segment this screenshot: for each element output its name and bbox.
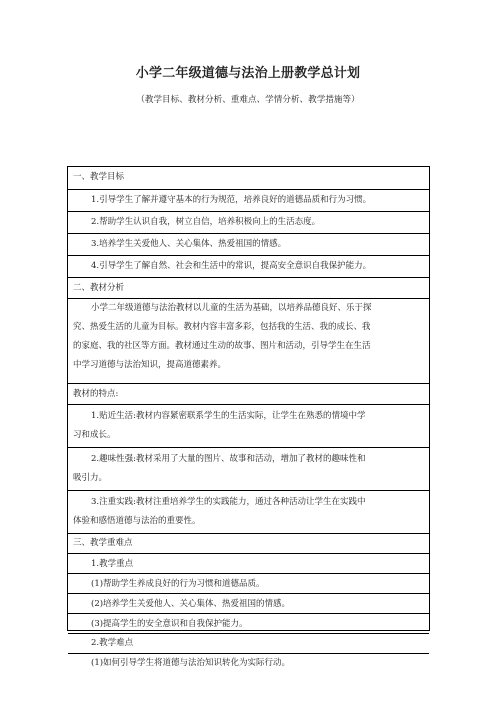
key-point-row [68, 593, 429, 613]
feature-item-line: 1.贴近生活:教材内容紧密联系学生的生活实际，让学生在熟悉的情境中学 [91, 411, 366, 421]
feature-item-line: 吸引力。 [73, 473, 108, 483]
goal-item: 3.培养学生关爱他人、关心集体、热爱祖国的情感。 [91, 239, 287, 249]
features-heading-row [68, 383, 429, 404]
section-heading-teaching-goals: 一、教学目标 [73, 172, 125, 182]
feature-row [68, 404, 429, 447]
document-subtitle: （教学目标、教材分析、重难点、学情分析、教学措施等） [136, 95, 360, 105]
goal-item: 4.引导学生了解自然、社会和生活中的常识，提高安全意识自我保护能力。 [91, 261, 372, 271]
feature-item-line: 2.趣味性强:教材采用了大量的图片、故事和活动，增加了教材的趣味性和 [91, 454, 366, 464]
difficulty-item: (1)如何引导学生将道德与法治知识转化为实际行动。 [91, 658, 291, 668]
section-row [68, 533, 429, 553]
feature-row [68, 490, 429, 533]
key-point-row [68, 613, 429, 633]
key-point-item: (2)培养学生关爱他人、关心集体、热爱祖国的情感。 [91, 599, 291, 609]
feature-item-line: 习和成长。 [73, 430, 116, 440]
goal-row [68, 255, 429, 277]
feature-item-line: 3.注重实践:教材注重培养学生的实践能力，通过各种活动让学生在实践中 [91, 497, 366, 507]
difficulty-row [68, 653, 429, 672]
section-row [68, 167, 429, 189]
section-heading-material-analysis: 二、教材分析 [73, 283, 125, 293]
goal-row [68, 189, 429, 211]
goal-row [68, 233, 429, 255]
analysis-paragraph-line: 究、热爱生活的儿童为目标。教材内容丰富多彩，包括我的生活、我的成长、我 [73, 322, 371, 332]
key-points-heading: 1.教学重点 [91, 559, 134, 569]
goal-item: 1.引导学生了解并遵守基本的行为规范，培养良好的道德品质和行为习惯。 [91, 195, 372, 205]
analysis-paragraph-row [68, 298, 429, 383]
analysis-paragraph-line: 的家庭、我的社区等方面。教材通过生动的故事、图片和活动，引导学生在生活 [73, 341, 371, 351]
plan-table [67, 166, 430, 668]
key-point-row [68, 573, 429, 593]
feature-row [68, 447, 429, 490]
section-heading-key-difficult-points: 三、教学重难点 [73, 538, 133, 548]
feature-item-line: 体验和感悟道德与法治的重要性。 [73, 516, 201, 526]
difficulties-heading: 2.教学难点 [91, 638, 134, 648]
goal-item: 2.帮助学生认识自我，树立自信，培养积极向上的生活态度。 [91, 217, 321, 227]
key-point-item: (3)提高学生的安全意识和自我保护能力。 [91, 619, 248, 629]
goal-row [68, 211, 429, 233]
features-heading: 教材的特点: [73, 389, 119, 399]
subheading-row [68, 633, 429, 653]
analysis-paragraph-line: 小学二年级道德与法治教材以儿童的生活为基础，以培养品德良好、乐于探 [91, 303, 372, 313]
subheading-row [68, 553, 429, 573]
analysis-paragraph-line: 中学习道德与法治知识，提高道德素养。 [73, 360, 227, 370]
section-row [68, 277, 429, 298]
key-point-item: (1)帮助学生养成良好的行为习惯和道德品质。 [91, 579, 265, 589]
document-title: 小学二年级道德与法治上册教学总计划 [135, 66, 361, 81]
